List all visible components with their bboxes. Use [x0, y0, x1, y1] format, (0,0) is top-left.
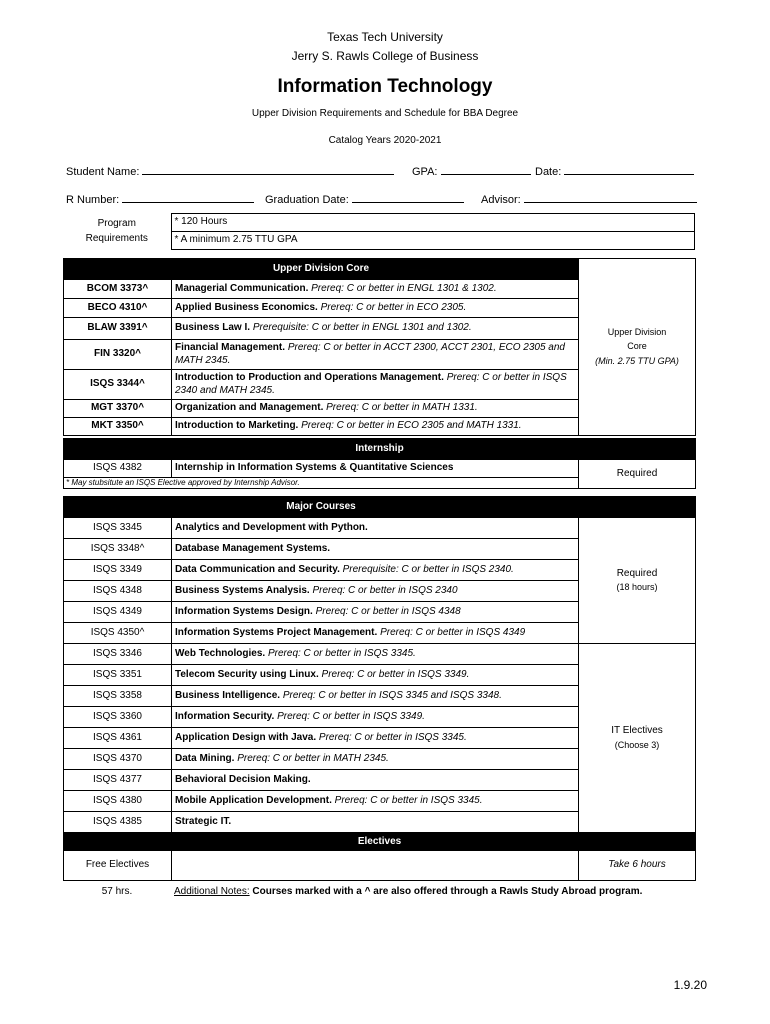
required-side-line1: Required — [616, 567, 658, 579]
course-prereq: Prerequisite: C or better in ENGL 1301 and 1302. — [252, 322, 472, 334]
course-desc — [172, 560, 579, 581]
course-code: MKT 3350^ — [64, 418, 172, 436]
graduation-date-label: Graduation Date: — [265, 194, 349, 206]
course-desc — [172, 623, 579, 644]
course-desc — [172, 299, 579, 318]
course-prereq: Prereq: C or better in ISQS 3345 and ISQS 3348. — [282, 689, 502, 701]
course-prereq: Prereq: C or better in ISQS 4349 — [380, 626, 526, 638]
course-code: ISQS 4385 — [64, 812, 172, 833]
course-prereq: Prereq: C or better in ISQS 3345. — [334, 794, 483, 806]
catalog-years: Catalog Years 2020-2021 — [328, 135, 442, 146]
course-desc — [172, 539, 579, 560]
graduation-date-line[interactable] — [352, 191, 464, 203]
course-prereq: Prereq: C or better in ISQS 3345. — [318, 731, 467, 743]
course-code: ISQS 4377 — [64, 770, 172, 791]
course-name: Telecom Security using Linux. — [175, 668, 319, 680]
course-code: FIN 3320^ — [64, 340, 172, 370]
course-desc — [172, 728, 579, 749]
course-prereq: Prereq: C or better in ISQS 3349. — [321, 668, 470, 680]
upper-core-side-label — [579, 259, 696, 436]
course-name: Introduction to Production and Operations Management. — [175, 372, 444, 383]
course-desc — [172, 518, 579, 539]
course-prereq: Prereq: C or better in MATH 1331. — [326, 402, 478, 414]
course-desc — [172, 418, 579, 436]
elective-side-line1: IT Electives — [611, 724, 663, 736]
advisor-label: Advisor: — [481, 194, 521, 206]
course-name: Application Design with Java. — [175, 731, 317, 743]
course-prereq: Prereq: C or better in ISQS 2340 and MATH 2345. — [175, 372, 567, 396]
course-desc — [172, 460, 579, 478]
course-name: Data Mining. — [175, 752, 235, 764]
required-side-line2: (18 hours) — [616, 582, 658, 593]
course-code: ISQS 3344^ — [64, 370, 172, 400]
course-name: Applied Business Economics. — [175, 301, 318, 313]
student-name-line[interactable] — [142, 163, 394, 175]
course-prereq: Prereq: C or better in ECO 2305 and MATH 1331. — [301, 420, 522, 432]
course-name: Analytics and Development with Python. — [175, 521, 368, 533]
course-prereq: Prereq: C or better in ISQS 3345. — [267, 647, 416, 659]
course-code: ISQS 3351 — [64, 665, 172, 686]
course-code: ISQS 3348^ — [64, 539, 172, 560]
course-code: ISQS 3346 — [64, 644, 172, 665]
course-code: ISQS 4348 — [64, 581, 172, 602]
course-code: ISQS 3360 — [64, 707, 172, 728]
course-code: ISQS 4380 — [64, 791, 172, 812]
course-prereq: Prereq: C or better in ENGL 1301 & 1302. — [311, 282, 497, 294]
course-desc — [172, 770, 579, 791]
internship-header: Internship — [64, 439, 696, 460]
course-name: Business Law I. — [175, 322, 251, 334]
course-name: Introduction to Marketing. — [175, 420, 299, 432]
course-prereq: Prerequisite: C or better in ISQS 2340. — [342, 563, 514, 575]
internship-table — [63, 438, 696, 489]
upper-core-side-line3: (Min. 2.75 TTU GPA) — [595, 355, 679, 366]
table-row — [64, 518, 696, 539]
course-desc — [172, 581, 579, 602]
requirement-gpa: * A minimum 2.75 TTU GPA — [171, 232, 695, 250]
course-code: ISQS 4382 — [64, 460, 172, 478]
r-number-line[interactable] — [122, 191, 254, 203]
free-electives-label: Free Electives — [64, 851, 172, 881]
course-code: ISQS 3358 — [64, 686, 172, 707]
course-code: ISQS 4349 — [64, 602, 172, 623]
course-desc — [172, 686, 579, 707]
version-number: 1.9.20 — [673, 978, 707, 992]
course-prereq: Prereq: C or better in ISQS 3349. — [277, 710, 425, 722]
course-prereq: Prereq: C or better in ISQS 2340 — [312, 584, 458, 596]
course-name: Information Systems Project Management. — [175, 626, 378, 638]
program-requirements-table — [63, 213, 695, 250]
gpa-label: GPA: — [412, 166, 438, 178]
elective-side-line2: (Choose 3) — [614, 740, 660, 751]
major-header: Major Courses — [64, 497, 579, 518]
page-title: Information Technology — [277, 76, 493, 97]
advisor-field[interactable] — [481, 191, 697, 206]
elective-side-label — [579, 644, 696, 833]
date-label: Date: — [535, 166, 562, 178]
course-name: Managerial Communication. — [175, 282, 309, 294]
gpa-field[interactable] — [412, 163, 531, 178]
gpa-line[interactable] — [441, 163, 531, 175]
course-desc — [172, 749, 579, 770]
electives-table — [63, 833, 696, 881]
course-name: Organization and Management. — [175, 402, 324, 414]
course-code: ISQS 4370 — [64, 749, 172, 770]
course-name: Business Intelligence. — [175, 689, 281, 701]
course-desc — [172, 812, 579, 833]
university-name: Texas Tech University — [327, 30, 443, 44]
course-name: Information Systems Design. — [175, 605, 313, 617]
course-name: Financial Management. — [175, 342, 286, 353]
date-field[interactable] — [535, 163, 694, 178]
course-desc — [172, 340, 579, 370]
course-desc — [172, 707, 579, 728]
advisor-line[interactable] — [524, 191, 697, 203]
internship-note: * May stubsitute an ISQS Elective approved by Internship Advisor. — [64, 478, 579, 489]
course-name: Internship in Information Systems & Quantitative Sciences — [175, 462, 454, 474]
course-code: BCOM 3373^ — [64, 280, 172, 299]
course-desc — [172, 602, 579, 623]
course-name: Behavioral Decision Making. — [175, 773, 311, 785]
college-name: Jerry S. Rawls College of Business — [291, 49, 479, 63]
major-header-right — [579, 497, 696, 518]
course-prereq: Prereq: C or better in ACCT 2300, ACCT 2301, ECO 2305 and MATH 2345. — [175, 342, 565, 366]
student-name-label: Student Name: — [66, 166, 140, 178]
course-code: MGT 3370^ — [64, 400, 172, 418]
table-row — [64, 644, 696, 665]
student-name-field[interactable] — [66, 163, 394, 178]
internship-side-label: Required — [579, 460, 696, 489]
course-name: Data Communication and Security. — [175, 563, 340, 575]
upper-core-side-line1: Upper Division — [607, 327, 667, 338]
major-courses-table — [63, 496, 696, 833]
course-code: ISQS 4361 — [64, 728, 172, 749]
course-code: ISQS 3345 — [64, 518, 172, 539]
page-subtitle: Upper Division Requirements and Schedule for BBA Degree — [251, 108, 519, 119]
total-hours: 57 hrs. — [101, 886, 133, 897]
r-number-label: R Number: — [66, 194, 120, 206]
program-label-line2: Requirements — [85, 232, 148, 244]
course-desc — [172, 791, 579, 812]
additional-notes — [174, 886, 642, 897]
course-prereq: Prereq: C or better in ISQS 4348 — [315, 605, 461, 617]
course-code: ISQS 4350^ — [64, 623, 172, 644]
program-requirements-label — [63, 214, 171, 250]
additional-notes-text: Courses marked with a ^ are also offered through a Rawls Study Abroad program. — [252, 886, 643, 897]
upper-core-side-line2: Core — [627, 341, 647, 352]
course-name: Business Systems Analysis. — [175, 584, 310, 596]
course-name: Web Technologies. — [175, 647, 266, 659]
course-code: BECO 4310^ — [64, 299, 172, 318]
date-line[interactable] — [564, 163, 694, 175]
r-number-field[interactable] — [66, 191, 254, 206]
course-name: Information Security. — [175, 710, 275, 722]
required-side-label — [579, 518, 696, 644]
upper-division-core-table — [63, 258, 696, 436]
upper-core-header: Upper Division Core — [64, 259, 579, 280]
course-desc — [172, 400, 579, 418]
program-label-line1: Program — [97, 218, 136, 229]
course-prereq: Prereq: C or better in ECO 2305. — [320, 301, 467, 313]
free-electives-entry[interactable] — [172, 851, 579, 881]
course-desc — [172, 280, 579, 299]
course-desc — [172, 318, 579, 340]
course-code: BLAW 3391^ — [64, 318, 172, 340]
course-desc — [172, 665, 579, 686]
free-electives-side: Take 6 hours — [579, 851, 696, 881]
course-name: Database Management Systems. — [175, 542, 331, 554]
additional-notes-label: Additional Notes: — [174, 886, 250, 897]
course-desc — [172, 370, 579, 400]
course-code: ISQS 3349 — [64, 560, 172, 581]
table-row — [64, 460, 696, 478]
course-desc — [172, 644, 579, 665]
electives-header: Electives — [64, 834, 696, 851]
requirement-hours: * 120 Hours — [171, 214, 695, 232]
course-name: Mobile Application Development. — [175, 794, 332, 806]
course-prereq: Prereq: C or better in MATH 2345. — [237, 752, 389, 764]
graduation-date-field[interactable] — [265, 191, 464, 206]
course-name: Strategic IT. — [175, 815, 232, 827]
